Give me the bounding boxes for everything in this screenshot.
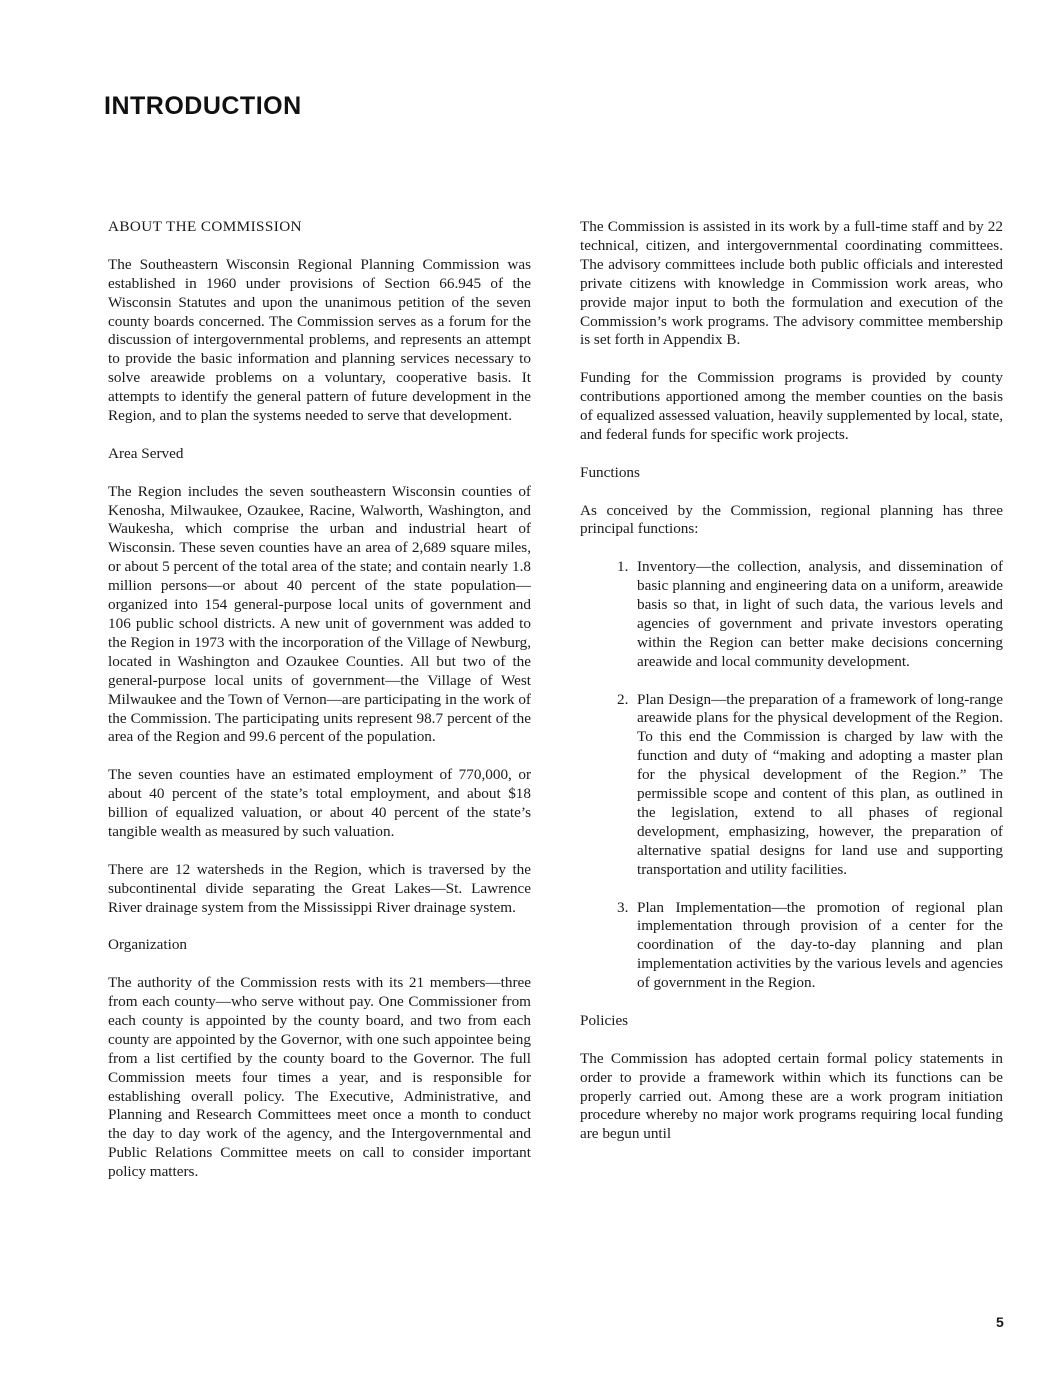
list-item-text: Plan Design—the preparation of a framework of long-range areawide plans for the physical development of the Region. To this end the Commission is charged by law with the function and duty of “making and adopting a master plan for the physical development of the Region.” The permissible scope and content of this plan, as outlined in the legislation, extend to all phases of regional development, emphasizing, however, the preparation of alternative spatial designs for land use and supporting transportation and utility facilities. — [637, 690, 1003, 878]
organization-paragraph: The Commission is assisted in its work by a full-time staff and by 22 technical, citizen, and intergovernmental coordinating committees. The advisory committees include both public officials and interested private citizens with knowledge in Commission work areas, who provide major input to both the formulation and execution of the Commission’s work programs. The advisory committee membership is set forth in Appendix B. — [580, 218, 1003, 349]
policies-paragraph: The Commission has adopted certain formal policy statements in order to provide a framework within which its functions can be properly carried out. Among these are a work program initiation procedure whereby no major work programs requiring local funding are begun until — [580, 1049, 1003, 1143]
functions-list-item — [617, 558, 1003, 671]
right-column — [580, 218, 1003, 1163]
organization-heading: Organization — [108, 936, 188, 954]
page-number: 5 — [996, 1314, 1004, 1330]
list-number: 3. — [617, 898, 629, 916]
organization-paragraph: Funding for the Commission programs is provided by county contributions apportioned among the member counties on the basis of equalized assessed valuation, heavily supplemented by local, state, and federal funds for specific work projects. — [580, 369, 1003, 443]
functions-list — [580, 558, 1003, 993]
page-title: INTRODUCTION — [104, 92, 302, 120]
area-served-paragraph: The seven counties have an estimated employment of 770,000, or about 40 percent of the state’s total employment, and about $18 billion of equalized valuation, or about 40 percent of the state’s tangible wealth as measured by such valuation. — [108, 766, 531, 840]
organization-paragraph-continued: The authority of the Commission rests with its 21 members—three from each county—who serve without pay. One Commissioner from each county is appointed by the county board, and two from each county are appointed by the Governor, with one such appointee being from a list certified by the county board to the Governor. The full Commission meets four times a year, and is responsible for establishing overall policy. The Executive, Administrative, and Planning and Research Committees meet once a month to conduct the day to day work of the agency, and the Intergovernmental and Public Relations Committee meets on call to consider important policy matters. — [108, 974, 531, 1181]
intro-paragraph: The Southeastern Wisconsin Regional Planning Commission was established in 1960 under provisions of Section 66.945 of the Wisconsin Statutes and upon the unanimous petition of the seven county boards concerned. The Commission serves as a forum for the discussion of intergovernmental problems, and represents an attempt to provide the basic information and planning services necessary to solve areawide problems on a voluntary, cooperative basis. It attempts to identify the general pattern of future development in the Region, and to plan the systems needed to serve that development. — [108, 255, 531, 425]
list-number: 2. — [617, 690, 629, 708]
functions-intro: As conceived by the Commission, regional planning has three principal functions: — [580, 501, 1003, 538]
section-heading: ABOUT THE COMMISSION — [108, 218, 302, 235]
list-item-text: Inventory—the collection, analysis, and dissemination of basic planning and engineering data on a uniform, areawide basis so that, in light of such data, the various levels and agencies of government and private investors operating within the Region can better make decisions concerning areawide and local community development. — [637, 558, 1003, 670]
policies-heading: Policies — [580, 1011, 629, 1029]
area-served-paragraph: The Region includes the seven southeastern Wisconsin counties of Kenosha, Milwaukee, Ozaukee, Racine, Walworth, Washington, and Waukesha, which comprise the urban and industrial heart of Wisconsin. These seven counties have an area of 2,689 square miles, or about 5 percent of the total area of the state; and contain nearly 1.8 million persons—or about 40 percent of the state population—organized into 154 general-purpose local units of government and 106 public school districts. A new unit of government was added to the Region in 1973 with the incorporation of the Village of Newburg, located in Washington and Ozaukee Counties. All but two of the general-purpose local units of government—the Village of West Milwaukee and the Town of Vernon—are participating in the work of the Commission. The participating units represent 98.7 percent of the area of the Region and 99.6 percent of the population. — [108, 482, 531, 746]
left-column — [108, 218, 531, 1182]
list-item-text: Plan Implementation—the promotion of regional plan implementation through provision of a center for the coordination of the day-to-day planning and plan implementation activities by the various levels and agencies of government in the Region. — [637, 898, 1003, 992]
list-number: 1. — [617, 558, 629, 576]
functions-list-item — [617, 691, 1003, 880]
area-served-heading: Area Served — [108, 444, 184, 462]
functions-list-item — [617, 899, 1003, 994]
functions-heading: Functions — [580, 463, 640, 481]
area-served-paragraph: There are 12 watersheds in the Region, which is traversed by the subcontinental divide separating the Great Lakes—St. Lawrence River drainage system from the Mississippi River drainage system. — [108, 860, 531, 916]
